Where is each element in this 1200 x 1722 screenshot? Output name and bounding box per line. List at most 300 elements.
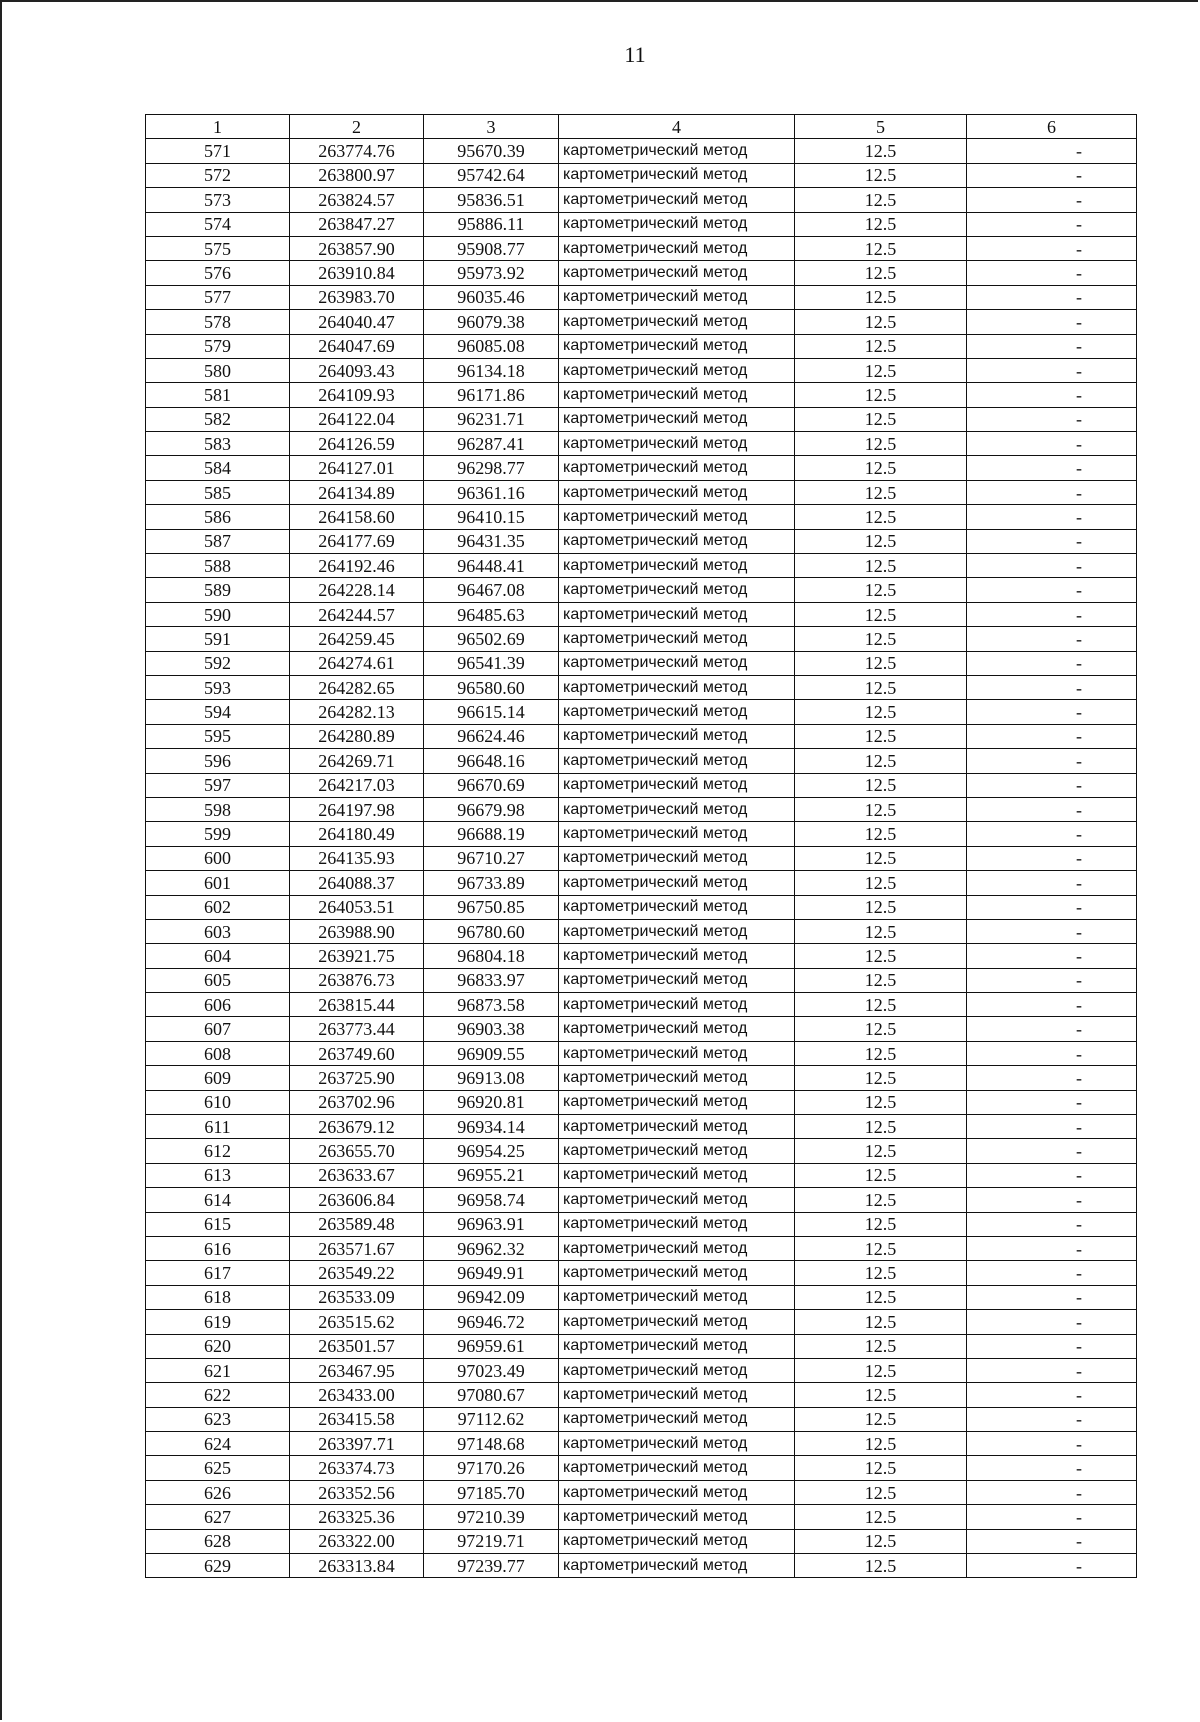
method-cell: картометрический метод <box>559 1383 795 1407</box>
method-cell: картометрический метод <box>559 1334 795 1358</box>
accuracy-cell: 12.5 <box>795 846 967 870</box>
x-coordinate-cell: 264269.71 <box>290 749 424 773</box>
method-cell: картометрический метод <box>559 1358 795 1382</box>
x-coordinate-cell: 264109.93 <box>290 383 424 407</box>
method-cell: картометрический метод <box>559 846 795 870</box>
x-coordinate-cell: 264134.89 <box>290 480 424 504</box>
note-cell: - <box>967 407 1137 431</box>
y-coordinate-cell: 95886.11 <box>424 212 559 236</box>
y-coordinate-cell: 96954.25 <box>424 1139 559 1163</box>
accuracy-cell: 12.5 <box>795 1236 967 1260</box>
accuracy-cell: 12.5 <box>795 1334 967 1358</box>
point-number-cell: 588 <box>146 554 290 578</box>
y-coordinate-cell: 96287.41 <box>424 432 559 456</box>
method-cell: картометрический метод <box>559 822 795 846</box>
table-row <box>146 1456 1137 1480</box>
x-coordinate-cell: 263325.36 <box>290 1505 424 1529</box>
note-cell: - <box>967 1139 1137 1163</box>
table-row <box>146 310 1137 334</box>
point-number-cell: 590 <box>146 602 290 626</box>
accuracy-cell: 12.5 <box>795 310 967 334</box>
accuracy-cell: 12.5 <box>795 1456 967 1480</box>
note-cell: - <box>967 1407 1137 1431</box>
accuracy-cell: 12.5 <box>795 749 967 773</box>
point-number-cell: 597 <box>146 773 290 797</box>
point-number-cell: 596 <box>146 749 290 773</box>
x-coordinate-cell: 263515.62 <box>290 1310 424 1334</box>
method-cell: картометрический метод <box>559 1285 795 1309</box>
y-coordinate-cell: 96615.14 <box>424 700 559 724</box>
x-coordinate-cell: 264244.57 <box>290 602 424 626</box>
y-coordinate-cell: 96710.27 <box>424 846 559 870</box>
note-cell: - <box>967 749 1137 773</box>
point-number-cell: 613 <box>146 1163 290 1187</box>
y-coordinate-cell: 96580.60 <box>424 675 559 699</box>
table-row <box>146 700 1137 724</box>
table-body <box>146 139 1137 1578</box>
note-cell: - <box>967 261 1137 285</box>
x-coordinate-cell: 264282.13 <box>290 700 424 724</box>
note-cell: - <box>967 1066 1137 1090</box>
accuracy-cell: 12.5 <box>795 1310 967 1334</box>
method-cell: картометрический метод <box>559 700 795 724</box>
x-coordinate-cell: 264126.59 <box>290 432 424 456</box>
point-number-cell: 575 <box>146 236 290 260</box>
note-cell: - <box>967 1529 1137 1553</box>
accuracy-cell: 12.5 <box>795 1285 967 1309</box>
y-coordinate-cell: 97148.68 <box>424 1432 559 1456</box>
method-cell: картометрический метод <box>559 1041 795 1065</box>
accuracy-cell: 12.5 <box>795 944 967 968</box>
accuracy-cell: 12.5 <box>795 1017 967 1041</box>
method-cell: картометрический метод <box>559 602 795 626</box>
x-coordinate-cell: 263549.22 <box>290 1261 424 1285</box>
x-coordinate-cell: 263415.58 <box>290 1407 424 1431</box>
x-coordinate-cell: 264040.47 <box>290 310 424 334</box>
accuracy-cell: 12.5 <box>795 1041 967 1065</box>
method-cell: картометрический метод <box>559 578 795 602</box>
note-cell: - <box>967 1285 1137 1309</box>
method-cell: картометрический метод <box>559 139 795 163</box>
note-cell: - <box>967 1017 1137 1041</box>
table-row <box>146 846 1137 870</box>
table-row <box>146 480 1137 504</box>
x-coordinate-cell: 263725.90 <box>290 1066 424 1090</box>
accuracy-cell: 12.5 <box>795 895 967 919</box>
method-cell: картометрический метод <box>559 285 795 309</box>
note-cell: - <box>967 651 1137 675</box>
y-coordinate-cell: 96750.85 <box>424 895 559 919</box>
y-coordinate-cell: 96361.16 <box>424 480 559 504</box>
header-col-3: 3 <box>424 115 559 139</box>
method-cell: картометрический метод <box>559 310 795 334</box>
x-coordinate-cell: 263352.56 <box>290 1480 424 1504</box>
point-number-cell: 599 <box>146 822 290 846</box>
table-row <box>146 407 1137 431</box>
note-cell: - <box>967 1163 1137 1187</box>
note-cell: - <box>967 846 1137 870</box>
note-cell: - <box>967 334 1137 358</box>
note-cell: - <box>967 895 1137 919</box>
accuracy-cell: 12.5 <box>795 236 967 260</box>
x-coordinate-cell: 263876.73 <box>290 968 424 992</box>
note-cell: - <box>967 1188 1137 1212</box>
point-number-cell: 580 <box>146 358 290 382</box>
note-cell: - <box>967 1480 1137 1504</box>
x-coordinate-cell: 263749.60 <box>290 1041 424 1065</box>
point-number-cell: 582 <box>146 407 290 431</box>
y-coordinate-cell: 96909.55 <box>424 1041 559 1065</box>
table-row <box>146 432 1137 456</box>
x-coordinate-cell: 263847.27 <box>290 212 424 236</box>
accuracy-cell: 12.5 <box>795 334 967 358</box>
table-row <box>146 895 1137 919</box>
y-coordinate-cell: 95908.77 <box>424 236 559 260</box>
x-coordinate-cell: 264127.01 <box>290 456 424 480</box>
x-coordinate-cell: 264274.61 <box>290 651 424 675</box>
y-coordinate-cell: 95670.39 <box>424 139 559 163</box>
accuracy-cell: 12.5 <box>795 358 967 382</box>
accuracy-cell: 12.5 <box>795 919 967 943</box>
table-row <box>146 1188 1137 1212</box>
y-coordinate-cell: 97239.77 <box>424 1554 559 1578</box>
x-coordinate-cell: 263533.09 <box>290 1285 424 1309</box>
x-coordinate-cell: 264158.60 <box>290 505 424 529</box>
coordinates-table <box>145 114 1137 1578</box>
accuracy-cell: 12.5 <box>795 285 967 309</box>
note-cell: - <box>967 285 1137 309</box>
x-coordinate-cell: 263910.84 <box>290 261 424 285</box>
y-coordinate-cell: 96035.46 <box>424 285 559 309</box>
y-coordinate-cell: 96942.09 <box>424 1285 559 1309</box>
accuracy-cell: 12.5 <box>795 1358 967 1382</box>
method-cell: картометрический метод <box>559 1139 795 1163</box>
point-number-cell: 628 <box>146 1529 290 1553</box>
x-coordinate-cell: 264047.69 <box>290 334 424 358</box>
table-row <box>146 1407 1137 1431</box>
method-cell: картометрический метод <box>559 724 795 748</box>
accuracy-cell: 12.5 <box>795 1480 967 1504</box>
x-coordinate-cell: 263571.67 <box>290 1236 424 1260</box>
table-row <box>146 968 1137 992</box>
note-cell: - <box>967 1115 1137 1139</box>
accuracy-cell: 12.5 <box>795 505 967 529</box>
method-cell: картометрический метод <box>559 1261 795 1285</box>
accuracy-cell: 12.5 <box>795 383 967 407</box>
note-cell: - <box>967 1261 1137 1285</box>
header-col-5: 5 <box>795 115 967 139</box>
accuracy-cell: 12.5 <box>795 700 967 724</box>
method-cell: картометрический метод <box>559 773 795 797</box>
note-cell: - <box>967 212 1137 236</box>
accuracy-cell: 12.5 <box>795 1529 967 1553</box>
method-cell: картометрический метод <box>559 432 795 456</box>
note-cell: - <box>967 383 1137 407</box>
note-cell: - <box>967 968 1137 992</box>
method-cell: картометрический метод <box>559 1212 795 1236</box>
x-coordinate-cell: 263606.84 <box>290 1188 424 1212</box>
method-cell: картометрический метод <box>559 749 795 773</box>
y-coordinate-cell: 96903.38 <box>424 1017 559 1041</box>
point-number-cell: 620 <box>146 1334 290 1358</box>
method-cell: картометрический метод <box>559 456 795 480</box>
point-number-cell: 623 <box>146 1407 290 1431</box>
note-cell: - <box>967 1212 1137 1236</box>
table-row <box>146 456 1137 480</box>
note-cell: - <box>967 139 1137 163</box>
accuracy-cell: 12.5 <box>795 529 967 553</box>
method-cell: картометрический метод <box>559 163 795 187</box>
point-number-cell: 571 <box>146 139 290 163</box>
note-cell: - <box>967 554 1137 578</box>
y-coordinate-cell: 96231.71 <box>424 407 559 431</box>
point-number-cell: 604 <box>146 944 290 968</box>
x-coordinate-cell: 263800.97 <box>290 163 424 187</box>
point-number-cell: 577 <box>146 285 290 309</box>
y-coordinate-cell: 95973.92 <box>424 261 559 285</box>
method-cell: картометрический метод <box>559 1188 795 1212</box>
method-cell: картометрический метод <box>559 1529 795 1553</box>
x-coordinate-cell: 264053.51 <box>290 895 424 919</box>
table-row <box>146 261 1137 285</box>
method-cell: картометрический метод <box>559 236 795 260</box>
x-coordinate-cell: 264228.14 <box>290 578 424 602</box>
table-row <box>146 822 1137 846</box>
table-row <box>146 675 1137 699</box>
point-number-cell: 609 <box>146 1066 290 1090</box>
accuracy-cell: 12.5 <box>795 797 967 821</box>
accuracy-cell: 12.5 <box>795 1188 967 1212</box>
point-number-cell: 572 <box>146 163 290 187</box>
y-coordinate-cell: 96648.16 <box>424 749 559 773</box>
table-row <box>146 1041 1137 1065</box>
point-number-cell: 578 <box>146 310 290 334</box>
table-row <box>146 1358 1137 1382</box>
note-cell: - <box>967 578 1137 602</box>
table-row <box>146 163 1137 187</box>
x-coordinate-cell: 264177.69 <box>290 529 424 553</box>
point-number-cell: 611 <box>146 1115 290 1139</box>
table-row <box>146 1505 1137 1529</box>
point-number-cell: 614 <box>146 1188 290 1212</box>
note-cell: - <box>967 1456 1137 1480</box>
table-header-row <box>146 115 1137 139</box>
accuracy-cell: 12.5 <box>795 1139 967 1163</box>
table-row <box>146 1212 1137 1236</box>
table-row <box>146 1163 1137 1187</box>
accuracy-cell: 12.5 <box>795 554 967 578</box>
method-cell: картометрический метод <box>559 334 795 358</box>
note-cell: - <box>967 944 1137 968</box>
x-coordinate-cell: 264282.65 <box>290 675 424 699</box>
table-row <box>146 1261 1137 1285</box>
table-row <box>146 1090 1137 1114</box>
y-coordinate-cell: 96920.81 <box>424 1090 559 1114</box>
point-number-cell: 598 <box>146 797 290 821</box>
point-number-cell: 586 <box>146 505 290 529</box>
x-coordinate-cell: 263589.48 <box>290 1212 424 1236</box>
y-coordinate-cell: 96946.72 <box>424 1310 559 1334</box>
y-coordinate-cell: 96934.14 <box>424 1115 559 1139</box>
note-cell: - <box>967 1383 1137 1407</box>
method-cell: картометрический метод <box>559 651 795 675</box>
table-row <box>146 1554 1137 1578</box>
x-coordinate-cell: 264180.49 <box>290 822 424 846</box>
y-coordinate-cell: 96963.91 <box>424 1212 559 1236</box>
note-cell: - <box>967 505 1137 529</box>
point-number-cell: 629 <box>146 1554 290 1578</box>
table-row <box>146 651 1137 675</box>
table-row <box>146 1139 1137 1163</box>
y-coordinate-cell: 97080.67 <box>424 1383 559 1407</box>
table-row <box>146 334 1137 358</box>
x-coordinate-cell: 263815.44 <box>290 993 424 1017</box>
point-number-cell: 581 <box>146 383 290 407</box>
y-coordinate-cell: 96958.74 <box>424 1188 559 1212</box>
y-coordinate-cell: 96502.69 <box>424 627 559 651</box>
note-cell: - <box>967 675 1137 699</box>
method-cell: картометрический метод <box>559 1505 795 1529</box>
note-cell: - <box>967 310 1137 334</box>
accuracy-cell: 12.5 <box>795 773 967 797</box>
accuracy-cell: 12.5 <box>795 163 967 187</box>
note-cell: - <box>967 1090 1137 1114</box>
y-coordinate-cell: 96833.97 <box>424 968 559 992</box>
accuracy-cell: 12.5 <box>795 968 967 992</box>
point-number-cell: 617 <box>146 1261 290 1285</box>
table-row <box>146 1310 1137 1334</box>
method-cell: картометрический метод <box>559 1163 795 1187</box>
y-coordinate-cell: 96733.89 <box>424 871 559 895</box>
point-number-cell: 619 <box>146 1310 290 1334</box>
x-coordinate-cell: 263824.57 <box>290 188 424 212</box>
y-coordinate-cell: 97023.49 <box>424 1358 559 1382</box>
method-cell: картометрический метод <box>559 505 795 529</box>
method-cell: картометрический метод <box>559 383 795 407</box>
table-row <box>146 1017 1137 1041</box>
x-coordinate-cell: 263313.84 <box>290 1554 424 1578</box>
table-row <box>146 578 1137 602</box>
method-cell: картометрический метод <box>559 358 795 382</box>
accuracy-cell: 12.5 <box>795 675 967 699</box>
accuracy-cell: 12.5 <box>795 407 967 431</box>
y-coordinate-cell: 96171.86 <box>424 383 559 407</box>
y-coordinate-cell: 97210.39 <box>424 1505 559 1529</box>
point-number-cell: 624 <box>146 1432 290 1456</box>
note-cell: - <box>967 773 1137 797</box>
table-row <box>146 358 1137 382</box>
note-cell: - <box>967 602 1137 626</box>
y-coordinate-cell: 97185.70 <box>424 1480 559 1504</box>
table-row <box>146 724 1137 748</box>
accuracy-cell: 12.5 <box>795 480 967 504</box>
accuracy-cell: 12.5 <box>795 822 967 846</box>
method-cell: картометрический метод <box>559 1236 795 1260</box>
point-number-cell: 601 <box>146 871 290 895</box>
method-cell: картометрический метод <box>559 1456 795 1480</box>
y-coordinate-cell: 97112.62 <box>424 1407 559 1431</box>
y-coordinate-cell: 96541.39 <box>424 651 559 675</box>
accuracy-cell: 12.5 <box>795 1407 967 1431</box>
y-coordinate-cell: 96410.15 <box>424 505 559 529</box>
x-coordinate-cell: 264259.45 <box>290 627 424 651</box>
x-coordinate-cell: 263397.71 <box>290 1432 424 1456</box>
note-cell: - <box>967 822 1137 846</box>
point-number-cell: 625 <box>146 1456 290 1480</box>
y-coordinate-cell: 96431.35 <box>424 529 559 553</box>
x-coordinate-cell: 263857.90 <box>290 236 424 260</box>
accuracy-cell: 12.5 <box>795 871 967 895</box>
header-col-2: 2 <box>290 115 424 139</box>
method-cell: картометрический метод <box>559 1480 795 1504</box>
y-coordinate-cell: 96670.69 <box>424 773 559 797</box>
accuracy-cell: 12.5 <box>795 602 967 626</box>
table-row <box>146 1285 1137 1309</box>
note-cell: - <box>967 163 1137 187</box>
x-coordinate-cell: 264217.03 <box>290 773 424 797</box>
table-row <box>146 139 1137 163</box>
accuracy-cell: 12.5 <box>795 724 967 748</box>
page-number: 11 <box>624 42 646 67</box>
point-number-cell: 615 <box>146 1212 290 1236</box>
accuracy-cell: 12.5 <box>795 1432 967 1456</box>
method-cell: картометрический метод <box>559 1407 795 1431</box>
point-number-cell: 585 <box>146 480 290 504</box>
note-cell: - <box>967 1432 1137 1456</box>
note-cell: - <box>967 432 1137 456</box>
accuracy-cell: 12.5 <box>795 1163 967 1187</box>
method-cell: картометрический метод <box>559 675 795 699</box>
table-row <box>146 1383 1137 1407</box>
point-number-cell: 595 <box>146 724 290 748</box>
point-number-cell: 610 <box>146 1090 290 1114</box>
point-number-cell: 573 <box>146 188 290 212</box>
accuracy-cell: 12.5 <box>795 1212 967 1236</box>
x-coordinate-cell: 263655.70 <box>290 1139 424 1163</box>
accuracy-cell: 12.5 <box>795 456 967 480</box>
method-cell: картометрический метод <box>559 1310 795 1334</box>
method-cell: картометрический метод <box>559 554 795 578</box>
y-coordinate-cell: 96467.08 <box>424 578 559 602</box>
table-row <box>146 1529 1137 1553</box>
point-number-cell: 612 <box>146 1139 290 1163</box>
y-coordinate-cell: 95742.64 <box>424 163 559 187</box>
accuracy-cell: 12.5 <box>795 1066 967 1090</box>
point-number-cell: 600 <box>146 846 290 870</box>
x-coordinate-cell: 263988.90 <box>290 919 424 943</box>
table-row <box>146 1115 1137 1139</box>
y-coordinate-cell: 96448.41 <box>424 554 559 578</box>
point-number-cell: 618 <box>146 1285 290 1309</box>
method-cell: картометрический метод <box>559 1432 795 1456</box>
accuracy-cell: 12.5 <box>795 261 967 285</box>
point-number-cell: 591 <box>146 627 290 651</box>
note-cell: - <box>967 724 1137 748</box>
x-coordinate-cell: 263467.95 <box>290 1358 424 1382</box>
y-coordinate-cell: 95836.51 <box>424 188 559 212</box>
note-cell: - <box>967 456 1137 480</box>
y-coordinate-cell: 96780.60 <box>424 919 559 943</box>
table-row <box>146 627 1137 651</box>
x-coordinate-cell: 263633.67 <box>290 1163 424 1187</box>
table-row <box>146 285 1137 309</box>
point-number-cell: 626 <box>146 1480 290 1504</box>
method-cell: картометрический метод <box>559 1017 795 1041</box>
table-row <box>146 993 1137 1017</box>
accuracy-cell: 12.5 <box>795 1090 967 1114</box>
note-cell: - <box>967 1236 1137 1260</box>
method-cell: картометрический метод <box>559 212 795 236</box>
